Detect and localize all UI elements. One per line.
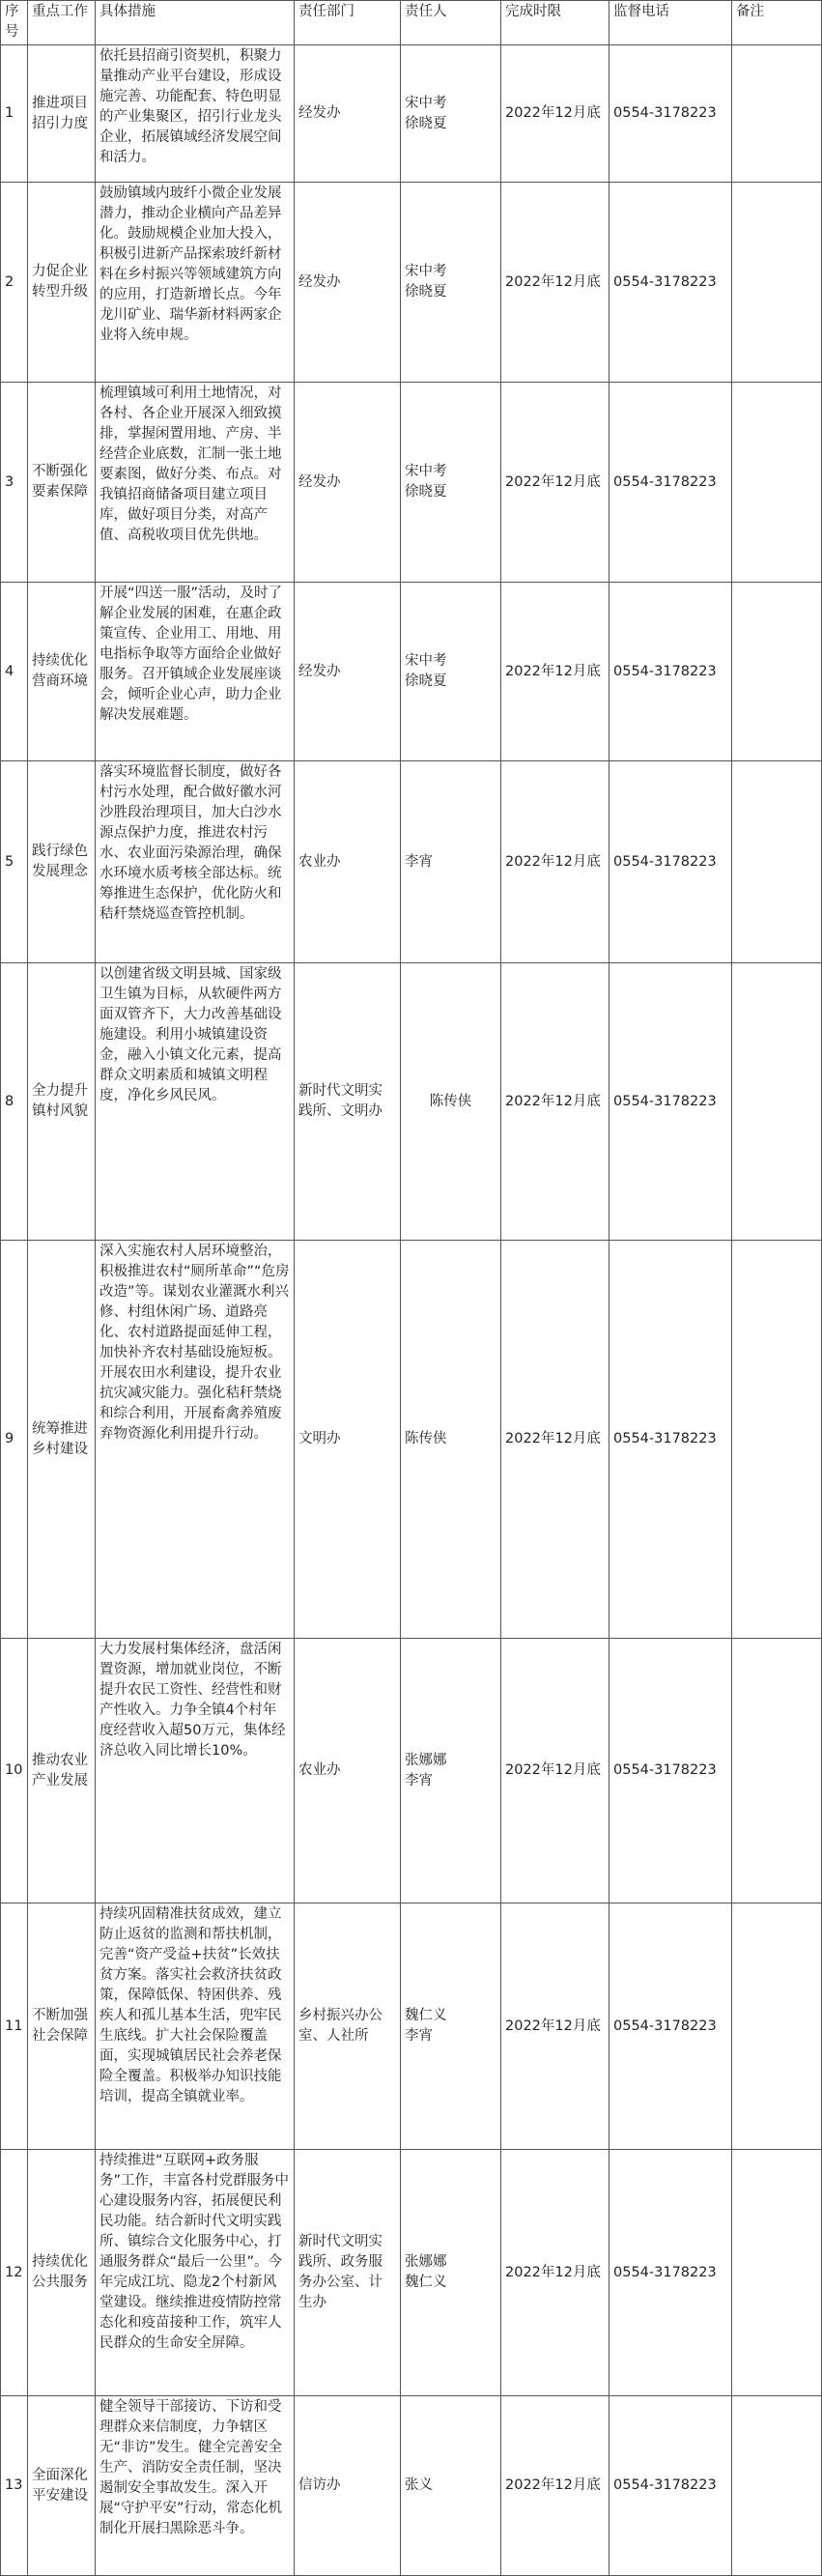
cell-no: 12: [1, 2150, 28, 2396]
cell-dept: 信访办: [295, 2396, 401, 2576]
cell-note: [732, 2396, 822, 2576]
cell-person: 李宵: [401, 761, 501, 963]
cell-no: 1: [1, 45, 28, 183]
cell-deadline: 2022年12月底: [501, 45, 609, 183]
cell-note: [732, 1241, 822, 1639]
header-dept: 责任部门: [295, 1, 401, 45]
cell-dept: 经发办: [295, 183, 401, 383]
cell-phone: 0554-3178223: [609, 1903, 732, 2150]
table-row: [1, 383, 822, 583]
table-row: [1, 1903, 822, 2150]
cell-work: 全面深化平安建设: [28, 2396, 96, 2576]
cell-work: 不断强化要素保障: [28, 383, 96, 583]
cell-work: 全力提升镇村风貌: [28, 963, 96, 1241]
cell-person: 宋中考 徐晓夏: [401, 183, 501, 383]
cell-phone: 0554-3178223: [609, 761, 732, 963]
cell-no: 4: [1, 583, 28, 761]
cell-no: 11: [1, 1903, 28, 2150]
cell-note: [732, 1903, 822, 2150]
cell-dept: 乡村振兴办公室、人社所: [295, 1903, 401, 2150]
cell-phone: 0554-3178223: [609, 2150, 732, 2396]
cell-deadline: 2022年12月底: [501, 383, 609, 583]
cell-person: 宋中考 徐晓夏: [401, 383, 501, 583]
cell-person: 张娜娜 李宵: [401, 1639, 501, 1903]
header-no: 序号: [1, 1, 28, 45]
cell-person: 张娜娜 魏仁义: [401, 2150, 501, 2396]
cell-deadline: 2022年12月底: [501, 2396, 609, 2576]
cell-note: [732, 383, 822, 583]
cell-measure: 持续推进“互联网+政务服务”工作，丰富各村党群服务中心建设服务内容，拓展便民利民功能。结合新时代文明实践所、镇综合文化服务中心，打通服务群众“最后一公里”。今年完成江坑、隐龙2个村新风堂建设。继续推进疫情防控常态化和疫苗接种工作，筑牢人民群众的生命安全屏障。: [96, 2150, 295, 2396]
cell-no: 3: [1, 383, 28, 583]
cell-deadline: 2022年12月底: [501, 1903, 609, 2150]
cell-work: 推动农业产业发展: [28, 1639, 96, 1903]
cell-deadline: 2022年12月底: [501, 963, 609, 1241]
cell-deadline: 2022年12月底: [501, 1639, 609, 1903]
cell-measure: 落实环境监督长制度，做好各村污水处理，配合做好徽水河沙胜段治理项目，加大白沙水源点保护力度，推进农村污水、农业面污染源治理，确保水环境水质考核全部达标。统筹推进生态保护，优化防火和秸秆禁烧巡查管控机制。: [96, 761, 295, 963]
cell-measure: 健全领导干部接访、下访和受理群众来信制度，力争辖区无“非访”发生。健全完善安全生产、消防安全责任制，坚决遏制安全事故发生。深入开展“守护平安”行动，常态化机制化开展扫黑除恶斗争。: [96, 2396, 295, 2576]
cell-person: 陈传侠: [401, 963, 501, 1241]
cell-no: 10: [1, 1639, 28, 1903]
cell-no: 5: [1, 761, 28, 963]
cell-phone: 0554-3178223: [609, 45, 732, 183]
cell-no: 8: [1, 963, 28, 1241]
cell-measure: 持续巩固精准扶贫成效，建立防止返贫的监测和帮扶机制，完善“资产受益+扶贫”长效扶贫方案。落实社会救济扶贫政策，保障低保、特困供养、残疾人和孤儿基本生活，兜牢民生底线。扩大社会保险覆盖面，实现城镇居民社会养老保险全覆盖。积极举办知识技能培训，提高全镇就业率。: [96, 1903, 295, 2150]
cell-dept: 经发办: [295, 383, 401, 583]
cell-measure: 大力发展村集体经济，盘活闲置资源，增加就业岗位，不断提升农民工资性、经营性和财产性收入。力争全镇4个村年度经营收入超50万元，集体经济总收入同比增长10%。: [96, 1639, 295, 1903]
cell-note: [732, 963, 822, 1241]
cell-work: 不断加强社会保障: [28, 1903, 96, 2150]
table-row: [1, 761, 822, 963]
table-row: [1, 2396, 822, 2576]
cell-note: [732, 583, 822, 761]
cell-dept: 农业办: [295, 761, 401, 963]
cell-dept: 新时代文明实践所、政务服务办公室、计生办: [295, 2150, 401, 2396]
cell-phone: 0554-3178223: [609, 1241, 732, 1639]
header-phone: 监督电话: [609, 1, 732, 45]
cell-person: 宋中考 徐晓夏: [401, 45, 501, 183]
cell-work: 力促企业转型升级: [28, 183, 96, 383]
cell-measure: 开展“四送一服”活动，及时了解企业发展的困难，在惠企政策宣传、企业用工、用地、用电指标争取等方面给企业做好服务。召开镇域企业发展座谈会，倾听企业心声，助力企业解决发展难题。: [96, 583, 295, 761]
cell-measure: 深入实施农村人居环境整治，积极推进农村“厕所革命”“危房改造”等。谋划农业灌溉水利兴修、村组休闲广场、道路亮化、农村道路提面延伸工程，加快补齐农村基础设施短板。开展农田水利建设，提升农业抗灾减灾能力。强化秸秆禁烧和综合利用，开展畜禽养殖废弃物资源化利用提升行动。: [96, 1241, 295, 1639]
cell-note: [732, 45, 822, 183]
table-row: [1, 183, 822, 383]
cell-person: 宋中考 徐晓夏: [401, 583, 501, 761]
cell-phone: 0554-3178223: [609, 583, 732, 761]
table-row: [1, 2150, 822, 2396]
table-header-row: [1, 1, 822, 45]
cell-measure: 鼓励镇域内玻纤小微企业发展潜力，推动企业横向产品差异化。鼓励规模企业加大投入，积极引进新产品探索玻纤新材料在乡村振兴等领域建筑方向的应用，打造新增长点。今年龙川矿业、瑞华新材料两家企业将入统申规。: [96, 183, 295, 383]
table-row: [1, 1639, 822, 1903]
cell-phone: 0554-3178223: [609, 383, 732, 583]
cell-no: 9: [1, 1241, 28, 1639]
cell-dept: 农业办: [295, 1639, 401, 1903]
cell-no: 2: [1, 183, 28, 383]
cell-person: 陈传侠: [401, 1241, 501, 1639]
table-row: [1, 963, 822, 1241]
cell-deadline: 2022年12月底: [501, 183, 609, 383]
cell-note: [732, 183, 822, 383]
cell-phone: 0554-3178223: [609, 2396, 732, 2576]
cell-work: 统筹推进乡村建设: [28, 1241, 96, 1639]
cell-work: 推进项目招引力度: [28, 45, 96, 183]
cell-deadline: 2022年12月底: [501, 761, 609, 963]
table-row: [1, 583, 822, 761]
cell-measure: 依托县招商引资契机，积聚力量推动产业平台建设，形成设施完善、功能配套、特色明显的产业集聚区，招引行业龙头企业，拓展镇域经济发展空间和活力。: [96, 45, 295, 183]
cell-work: 持续优化营商环境: [28, 583, 96, 761]
table-row: [1, 1241, 822, 1639]
cell-note: [732, 2150, 822, 2396]
cell-deadline: 2022年12月底: [501, 583, 609, 761]
header-deadline: 完成时限: [501, 1, 609, 45]
cell-work: 践行绿色发展理念: [28, 761, 96, 963]
cell-deadline: 2022年12月底: [501, 2150, 609, 2396]
cell-dept: 文明办: [295, 1241, 401, 1639]
header-measure: 具体措施: [96, 1, 295, 45]
table-row: [1, 45, 822, 183]
cell-measure: 以创建省级文明县城、国家级卫生镇为目标，从软硬件两方面双管齐下，大力改善基础设施建设。利用小城镇建设资金，融入小镇文化元素，提高群众文明素质和城镇文明程度，净化乡风民风。: [96, 963, 295, 1241]
cell-no: 13: [1, 2396, 28, 2576]
header-work: 重点工作: [28, 1, 96, 45]
cell-dept: 经发办: [295, 45, 401, 183]
cell-dept: 新时代文明实践所、文明办: [295, 963, 401, 1241]
cell-note: [732, 1639, 822, 1903]
cell-note: [732, 761, 822, 963]
cell-dept: 经发办: [295, 583, 401, 761]
header-note: 备注: [732, 1, 822, 45]
cell-phone: 0554-3178223: [609, 1639, 732, 1903]
cell-deadline: 2022年12月底: [501, 1241, 609, 1639]
cell-phone: 0554-3178223: [609, 183, 732, 383]
cell-person: 张义: [401, 2396, 501, 2576]
cell-person: 魏仁义 李宵: [401, 1903, 501, 2150]
header-person: 责任人: [401, 1, 501, 45]
cell-measure: 梳理镇域可利用土地情况，对各村、各企业开展深入细致摸排，掌握闲置用地、产房、半经营企业底数，汇制一张土地要素图，做好分类、布点。对我镇招商储备项目建立项目库，做好项目分类，对高产值、高税收项目优先供地。: [96, 383, 295, 583]
cell-phone: 0554-3178223: [609, 963, 732, 1241]
cell-work: 持续优化公共服务: [28, 2150, 96, 2396]
